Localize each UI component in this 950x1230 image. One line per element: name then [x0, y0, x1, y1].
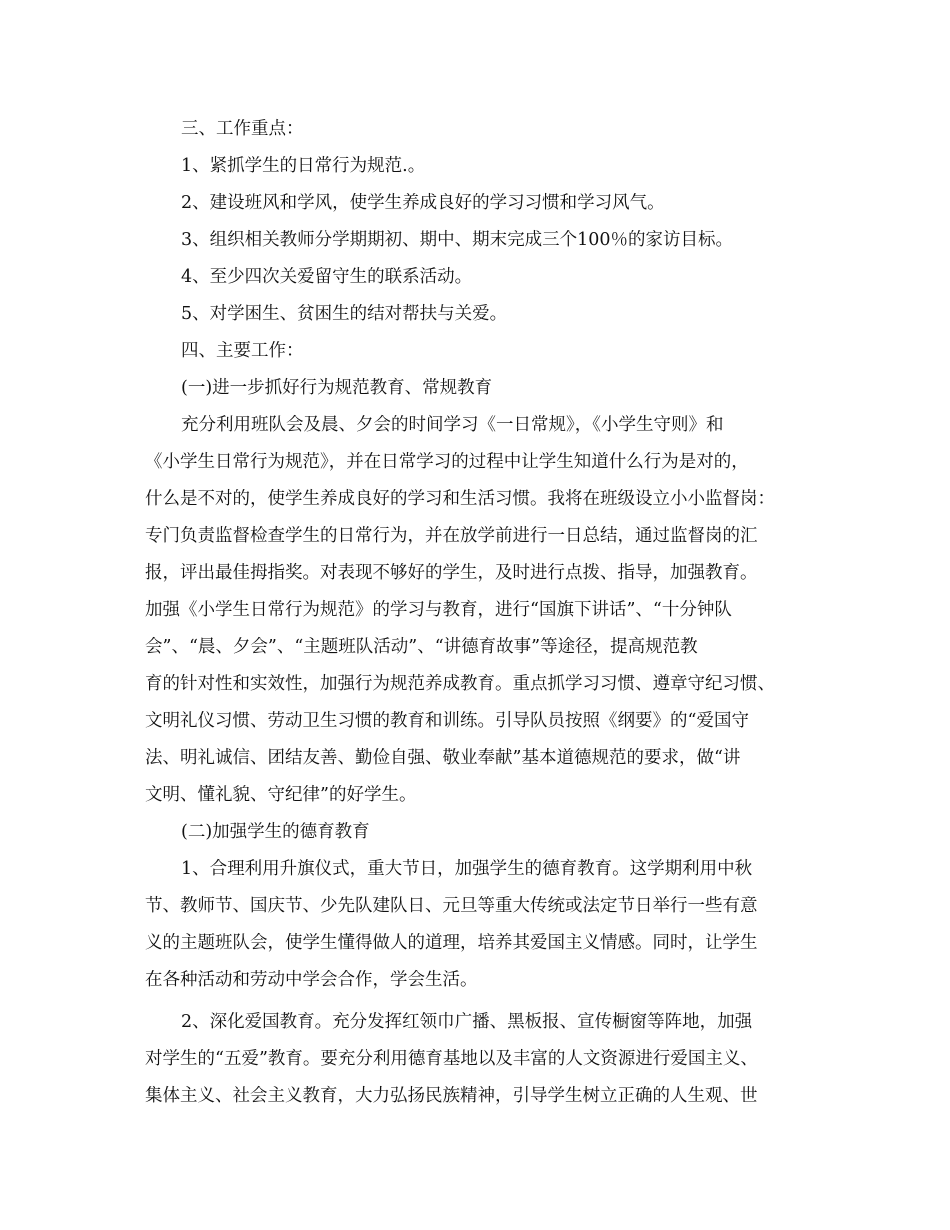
document-page [145, 111, 805, 1115]
text-line: 会”、“晨、夕会”、“主题班队活动”、“讲德育故事”等途径，提高规范教 [145, 637, 698, 657]
text-line: 2、建设班风和学风，使学生养成良好的学习习惯和学习风气。 [181, 193, 665, 213]
text-line: 对学生的“五爱”教育。要充分利用德育基地以及丰富的人文资源进行爱国主义、 [145, 1049, 758, 1069]
text-line: 文明礼仪习惯、劳动卫生习惯的教育和训练。引导队员按照《纲要》的“爱国守 [145, 711, 749, 731]
text-line: (一)进一步抓好行为规范教育、常规教育 [181, 378, 493, 398]
text-line: 集体主义、社会主义教育，大力弘扬民族精神，引导学生树立正确的人生观、世 [145, 1086, 758, 1106]
text-line: 充分利用班队会及晨、夕会的时间学习《一日常规》，《小学生守则》和 [181, 415, 724, 435]
text-line: 5、对学困生、贫困生的结对帮扶与关爱。 [181, 304, 508, 324]
text-line: 义的主题班队会，使学生懂得做人的道理，培养其爱国主义情感。同时，让学生 [145, 933, 758, 953]
text-line: 4、至少四次关爱留守生的联系活动。 [181, 267, 473, 287]
text-line: 法、明礼诚信、团结友善、勤俭自强、敬业奉献”基本道德规范的要求，做“讲 [145, 748, 741, 768]
text-line: 2、深化爱国教育。充分发挥红领巾广播、黑板报、宣传橱窗等阵地，加强 [181, 1012, 753, 1032]
text-line: 报，评出最佳拇指奖。对表现不够好的学生，及时进行点拨、指导，加强教育。 [145, 563, 758, 583]
text-line: 3、组织相关教师分学期期初、期中、期末完成三个100％的家访目标。 [181, 230, 734, 250]
text-line: 文明、懂礼貌、守纪律”的好学生。 [145, 785, 417, 805]
text-line: 什么是不对的，使学生养成良好的学习和生活习惯。我将在班级设立小小监督岗： [145, 489, 775, 509]
text-line: 育的针对性和实效性，加强行为规范养成教育。重点抓学习习惯、遵章守纪习惯、 [145, 674, 775, 694]
text-line: (二)加强学生的德育教育 [181, 822, 370, 842]
text-line: 1、紧抓学生的日常行为规范.。 [181, 156, 426, 176]
text-line: 《小学生日常行为规范》，并在日常学习的过程中让学生知道什么行为是对的， [145, 452, 749, 472]
text-line: 节、教师节、国庆节、少先队建队日、元旦等重大传统或法定节日举行一些有意 [145, 896, 758, 916]
text-line: 专门负责监督检查学生的日常行为，并在放学前进行一日总结，通过监督岗的汇 [145, 526, 758, 546]
text-line: 1、合理利用升旗仪式，重大节日，加强学生的德育教育。这学期利用中秋 [181, 859, 753, 879]
text-line: 四、主要工作： [181, 341, 304, 361]
text-line: 加强《小学生日常行为规范》的学习与教育，进行“国旗下讲话”、“十分钟队 [145, 600, 732, 620]
text-line: 三、工作重点： [181, 119, 304, 139]
text-line: 在各种活动和劳动中学会合作，学会生活。 [145, 970, 478, 990]
